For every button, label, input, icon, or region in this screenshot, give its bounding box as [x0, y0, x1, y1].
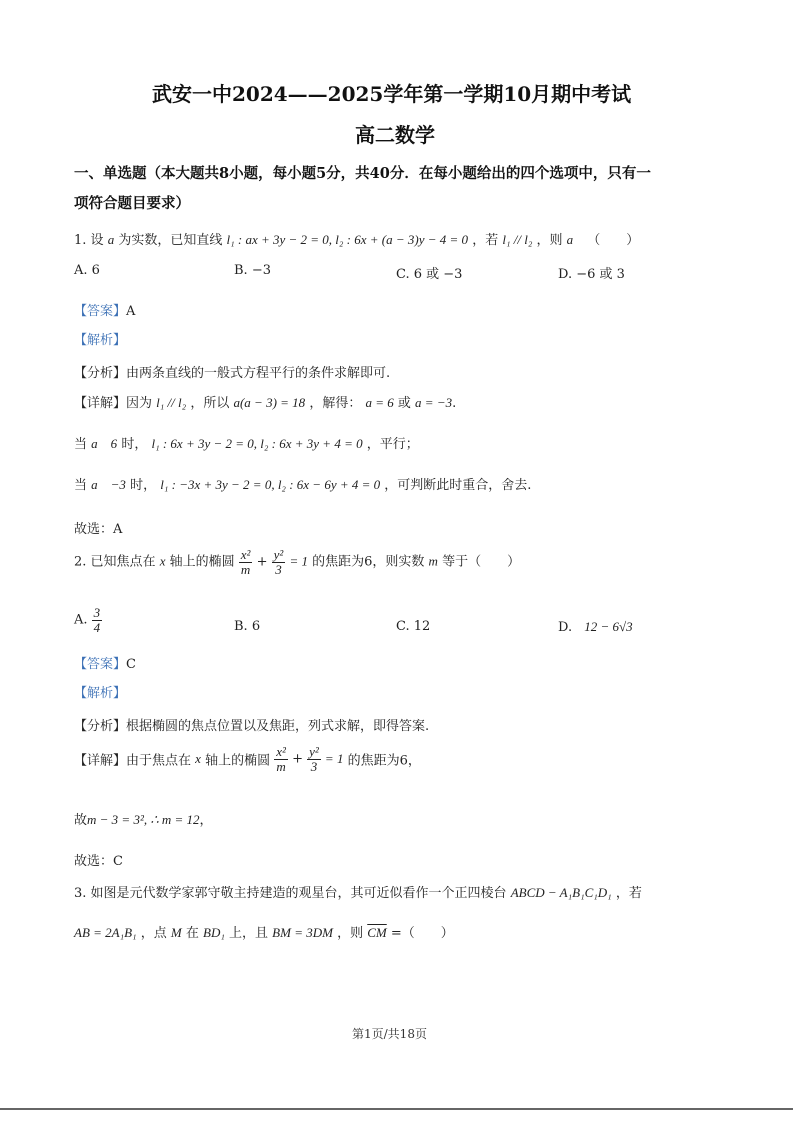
q2-answer: 【答案】C: [74, 657, 136, 672]
q1-analysis-label: 【解析】: [74, 333, 127, 348]
q1-case1: 当 a 6 时， l₁ : 6x + 3y − 2 = 0, l₂ : 6x + 3y + 4 = 0 ，平行；: [74, 436, 419, 452]
page-subtitle: 高二数学: [355, 123, 435, 147]
q1-option-c: C. 6 或 −3: [396, 267, 463, 282]
q2-option-b: B. 6: [234, 619, 261, 634]
q1-choose: 故选：A: [74, 522, 123, 537]
q1-option-d: D. −6 或 3: [558, 267, 625, 282]
question-3-line2: AB = 2A₁B₁ ，点 M 在 BD₁ 上，且 BM = 3DM ，则 $\overline{CM}$ =（ ）: [74, 925, 454, 941]
ellipse-frac-y: $\frac{\text{y²}}{3}$: [273, 547, 284, 577]
vector-cm: $\overline{CM}$: [367, 925, 387, 940]
question-1-stem: 1. 设 a 为实数，已知直线 l₁ : ax + 3y − 2 = 0, l₂ : 6x + (a − 3)y − 4 = 0 ，若 l₁ // l₂ ，则 a （ ）: [74, 232, 640, 248]
q1-option-b: B. −3: [234, 263, 271, 278]
q1-option-a: A. 6: [74, 263, 100, 278]
q2-analysis-label: 【解析】: [74, 686, 127, 701]
q2-choose: 故选：C: [74, 854, 123, 869]
q1-fenxi: 【分析】由两条直线的一般式方程平行的条件求解即可.: [74, 366, 391, 381]
ellipse-frac-x: $\frac{\text{x²}}{m}$: [240, 547, 251, 577]
q1-case2: 当 a −3 时， l₁ : −3x + 3y − 2 = 0, l₂ : 6x − 6y + 4 = 0 ，可判断此时重合，舍去.: [74, 477, 532, 493]
section-heading-line1: 一、单选题（本大题共8小题，每小题5分，共40分．在每小题给出的四个选项中，只有一: [74, 165, 651, 182]
q2-option-a: A. $\frac{3}{4}$: [74, 605, 101, 635]
q2-option-c: C. 12: [396, 619, 431, 634]
q2-option-d: D. 12 − 6√3: [558, 619, 633, 635]
q1-answer: 【答案】A: [74, 304, 136, 319]
q1-detail: 【详解】因为 l₁ // l₂ ，所以 a(a − 3) = 18 ，解得： a = 6 或 a = −3.: [74, 395, 457, 411]
q2-therefore: 故m − 3 = 3², ∴ m = 12，: [74, 812, 213, 828]
bottom-divider: [0, 1108, 793, 1110]
q2-fenxi: 【分析】根据椭圆的焦点位置以及焦距，列式求解，即得答案.: [74, 719, 430, 734]
section-heading-line2: 项符合题目要求）: [74, 195, 190, 212]
question-3-line1: 3. 如图是元代数学家郭守敬主持建造的观星台，其可近似看作一个正四棱台 ABCD − A₁B₁C₁D₁ ，若: [74, 885, 642, 901]
question-2-stem: 2. 已知焦点在 x 轴上的椭圆 $\frac{\text{x²}}{m}$ + $\frac{\text{y²}}{3}$ = 1 的焦距为6，则实数 m 等于（ ）: [74, 547, 521, 577]
q2-detail: 【详解】由于焦点在 x 轴上的椭圆 $\frac{\text{x²}}{m}$ + $\frac{\text{y²}}{3}$ = 1 的焦距为6，: [74, 744, 421, 774]
page-number: 第1页/共18页: [352, 1027, 427, 1041]
page-title: 武安一中2024——2025学年第一学期10月期中考试: [152, 82, 632, 106]
